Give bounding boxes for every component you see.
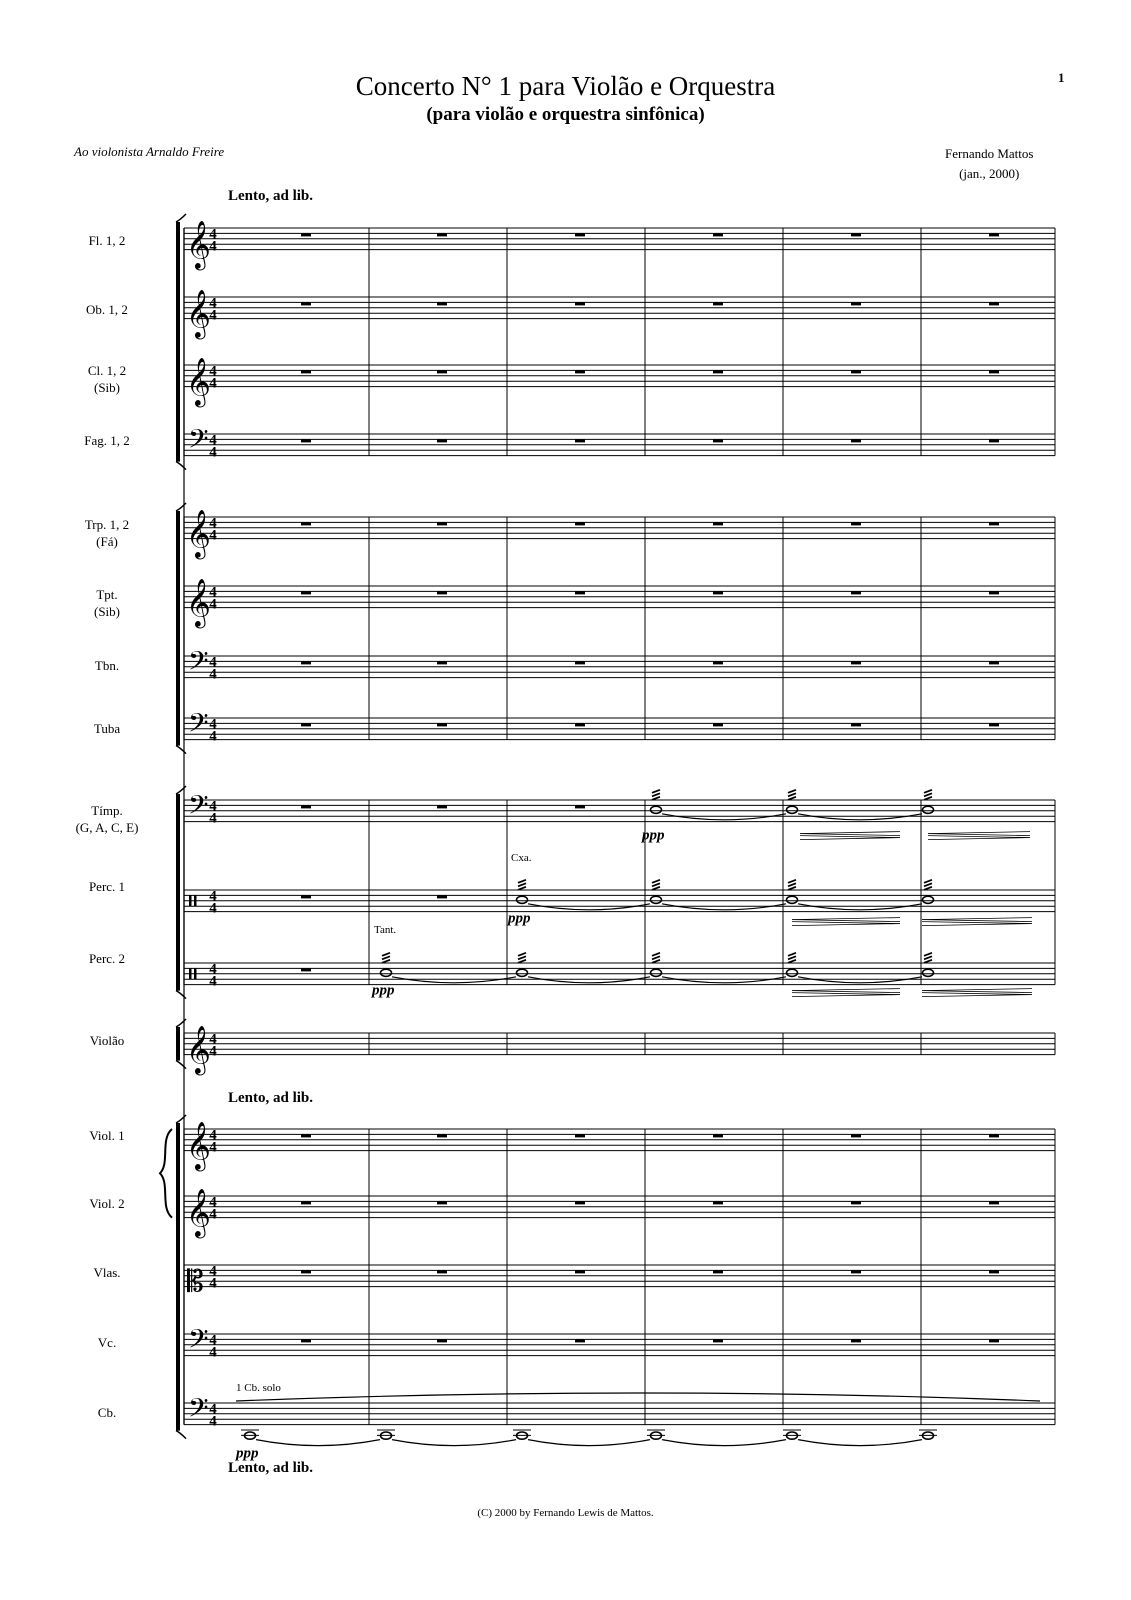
instrument-label-bassoon: Fag. 1, 2 (84, 433, 130, 448)
whole-rest (437, 302, 447, 305)
tie (662, 814, 786, 820)
tremolo-slash (788, 953, 796, 956)
decrescendo-hairpin (792, 924, 900, 926)
time-signature-denominator: 4 (209, 527, 217, 544)
whole-rest (437, 805, 447, 808)
crescendo-hairpin (792, 918, 900, 920)
whole-rest (437, 661, 447, 664)
time-signature-numerator: 4 (209, 1401, 217, 1418)
time-signature-denominator: 4 (209, 900, 217, 917)
tempo-marking-strings: Lento, ad lib. (228, 1090, 314, 1106)
whole-rest (713, 1201, 723, 1204)
percussion-clef-icon (194, 968, 197, 979)
tie (528, 977, 650, 983)
whole-rest (851, 1134, 861, 1137)
treble-clef-icon: 𝄞 (186, 577, 211, 627)
decrescendo-hairpin (922, 995, 1032, 997)
whole-note (923, 896, 934, 903)
crescendo-hairpin (792, 991, 900, 993)
time-signature-numerator: 4 (209, 1194, 217, 1211)
time-signature-denominator: 4 (209, 596, 217, 613)
decrescendo-hairpin (922, 924, 1032, 926)
whole-rest (575, 1339, 585, 1342)
tie (662, 904, 786, 910)
time-signature-denominator: 4 (209, 728, 217, 745)
bass-clef-icon: 𝄢 (188, 645, 209, 684)
time-signature-denominator: 4 (209, 444, 217, 461)
whole-rest (713, 1134, 723, 1137)
composer-name: Fernando Mattos (945, 146, 1034, 161)
whole-rest (575, 723, 585, 726)
whole-note (787, 969, 798, 976)
instrument-label-guitar: Violão (89, 1033, 125, 1048)
instrument-label-oboe: Ob. 1, 2 (86, 302, 128, 317)
time-signature-numerator: 4 (209, 1031, 217, 1048)
time-signature-denominator: 4 (209, 1139, 217, 1156)
tremolo-slash (924, 956, 932, 959)
whole-rest (713, 302, 723, 305)
bass-clef-icon: 𝄢 (188, 423, 209, 462)
tremolo-slash (924, 887, 932, 890)
whole-rest (851, 522, 861, 525)
whole-rest (301, 302, 311, 305)
decrescendo-hairpin (800, 838, 900, 840)
treble-clef-icon: 𝄞 (186, 356, 211, 406)
time-signature-numerator: 4 (209, 515, 217, 532)
time-signature-numerator: 4 (209, 363, 217, 380)
whole-rest (437, 895, 447, 898)
treble-clef-icon: 𝄞 (186, 1024, 211, 1074)
whole-rest (989, 370, 999, 373)
whole-rest (575, 233, 585, 236)
tie (798, 904, 922, 910)
time-signature-denominator: 4 (209, 238, 217, 255)
whole-rest (989, 1339, 999, 1342)
whole-rest (301, 233, 311, 236)
tie (528, 1440, 650, 1446)
whole-rest (301, 1201, 311, 1204)
crescendo-hairpin (922, 989, 1032, 991)
instrument-label-trombone: Tbn. (94, 658, 120, 673)
whole-rest (437, 522, 447, 525)
whole-note (381, 969, 392, 976)
crescendo-hairpin (792, 989, 900, 991)
percussion-clef-icon (189, 895, 192, 906)
dynamic-ppp: ppp (508, 910, 531, 927)
dynamic-ppp: ppp (642, 827, 665, 844)
alto-clef-icon: 𝄡 (187, 1264, 204, 1300)
time-signature-numerator: 4 (209, 1263, 217, 1280)
tremolo-slash (924, 797, 932, 800)
whole-note (923, 969, 934, 976)
time-signature-numerator: 4 (209, 654, 217, 671)
tremolo-slash (382, 953, 390, 956)
instrument-label-timpani: Tímp. (G, A, C, E) (75, 803, 139, 835)
bracket-hook-bottom (176, 1431, 186, 1439)
tant-annotation: Tant. (374, 924, 397, 936)
tie (392, 1440, 516, 1446)
whole-rest (713, 522, 723, 525)
time-signature-denominator: 4 (209, 1043, 217, 1060)
whole-rest (437, 1339, 447, 1342)
whole-rest (713, 439, 723, 442)
crescendo-hairpin (800, 834, 900, 836)
tie (798, 1440, 922, 1446)
tie (662, 977, 786, 983)
time-signature-numerator: 4 (209, 1127, 217, 1144)
crescendo-hairpin (928, 834, 1030, 836)
tremolo-slash (518, 956, 526, 959)
tremolo-slash (518, 960, 526, 963)
treble-clef-icon: 𝄞 (186, 219, 211, 269)
tremolo-slash (924, 953, 932, 956)
tremolo-slash (518, 880, 526, 883)
whole-rest (989, 1134, 999, 1137)
tie (256, 1440, 380, 1446)
tremolo-slash (788, 887, 796, 890)
whole-rest (575, 591, 585, 594)
score-subtitle: (para violão e orquestra sinfônica) (426, 104, 705, 125)
whole-rest (301, 661, 311, 664)
whole-rest (575, 805, 585, 808)
decrescendo-hairpin (928, 838, 1030, 840)
decrescendo-hairpin (928, 836, 1030, 838)
crescendo-hairpin (922, 991, 1032, 993)
time-signature-numerator: 4 (209, 432, 217, 449)
bass-clef-icon: 𝄢 (188, 707, 209, 746)
whole-note (517, 969, 528, 976)
tremolo-slash (924, 883, 932, 886)
violin-brace (160, 1129, 172, 1218)
crescendo-hairpin (800, 832, 900, 834)
whole-rest (851, 370, 861, 373)
dedication: Ao violonista Arnaldo Freire (74, 144, 225, 159)
tremolo-slash (788, 797, 796, 800)
whole-rest (301, 591, 311, 594)
tie (798, 977, 922, 983)
instrument-label-violin2: Viol. 2 (89, 1196, 125, 1211)
time-signature-denominator: 4 (209, 1413, 217, 1430)
tremolo-slash (518, 953, 526, 956)
whole-rest (301, 968, 311, 971)
instrument-label-contrabass: Cb. (97, 1405, 117, 1420)
whole-note (651, 806, 662, 813)
percussion-clef-icon (194, 895, 197, 906)
whole-rest (301, 1134, 311, 1137)
bracket-hook-top (176, 214, 186, 222)
tie (392, 977, 516, 983)
whole-rest (989, 233, 999, 236)
tremolo-slash (788, 883, 796, 886)
tremolo-slash (652, 880, 660, 883)
tremolo-slash (788, 790, 796, 793)
whole-rest (575, 1134, 585, 1137)
whole-rest (575, 370, 585, 373)
whole-rest (713, 233, 723, 236)
time-signature-numerator: 4 (209, 961, 217, 978)
tremolo-slash (788, 793, 796, 796)
whole-rest (301, 370, 311, 373)
tremolo-slash (382, 960, 390, 963)
cxa-annotation: Cxa. (511, 852, 532, 864)
tremolo-slash (652, 793, 660, 796)
solo-slur (236, 1393, 1040, 1401)
treble-clef-icon: 𝄞 (186, 288, 211, 338)
instrument-label-clarinet: Cl. 1, 2 (Sib) (87, 363, 127, 395)
copyright: (C) 2000 by Fernando Lewis de Mattos. (477, 1507, 654, 1519)
whole-rest (301, 1339, 311, 1342)
whole-rest (713, 661, 723, 664)
treble-clef-icon: 𝄞 (186, 1187, 211, 1237)
percussion-clef-icon (189, 968, 192, 979)
whole-rest (989, 522, 999, 525)
tremolo-slash (924, 880, 932, 883)
time-signature-denominator: 4 (209, 666, 217, 683)
time-signature-numerator: 4 (209, 798, 217, 815)
whole-rest (713, 370, 723, 373)
whole-note (651, 896, 662, 903)
tremolo-slash (652, 887, 660, 890)
whole-rest (713, 1339, 723, 1342)
whole-rest (575, 439, 585, 442)
instrument-label-horn: Trp. 1, 2 (Fá) (84, 517, 130, 549)
bass-clef-icon: 𝄢 (188, 1323, 209, 1362)
whole-rest (575, 661, 585, 664)
dynamic-ppp: ppp (236, 1445, 259, 1462)
whole-rest (301, 522, 311, 525)
whole-note (787, 896, 798, 903)
whole-rest (851, 1201, 861, 1204)
whole-rest (437, 370, 447, 373)
tremolo-slash (652, 960, 660, 963)
tremolo-slash (518, 883, 526, 886)
decrescendo-hairpin (792, 995, 900, 997)
whole-rest (989, 302, 999, 305)
time-signature-numerator: 4 (209, 888, 217, 905)
tie (798, 814, 922, 820)
score-title: Concerto N° 1 para Violão e Orquestra (355, 71, 776, 101)
whole-rest (989, 1270, 999, 1273)
whole-rest (851, 661, 861, 664)
composition-date: (jan., 2000) (959, 166, 1020, 181)
tremolo-slash (788, 956, 796, 959)
crescendo-hairpin (792, 920, 900, 922)
time-signature-denominator: 4 (209, 375, 217, 392)
whole-rest (575, 1270, 585, 1273)
whole-rest (713, 723, 723, 726)
whole-rest (437, 591, 447, 594)
whole-rest (851, 1339, 861, 1342)
tremolo-slash (652, 953, 660, 956)
decrescendo-hairpin (792, 993, 900, 995)
whole-rest (437, 1270, 447, 1273)
decrescendo-hairpin (792, 922, 900, 924)
time-signature-numerator: 4 (209, 584, 217, 601)
whole-rest (989, 723, 999, 726)
tremolo-slash (652, 956, 660, 959)
tremolo-slash (788, 960, 796, 963)
tremolo-slash (518, 887, 526, 890)
whole-rest (301, 723, 311, 726)
whole-rest (851, 1270, 861, 1273)
tie (662, 1440, 786, 1446)
whole-rest (989, 591, 999, 594)
tremolo-slash (382, 956, 390, 959)
tempo-marking-top: Lento, ad lib. (228, 188, 314, 204)
whole-rest (851, 233, 861, 236)
instrument-label-perc2: Perc. 2 (88, 951, 126, 966)
tie (528, 904, 650, 910)
time-signature-numerator: 4 (209, 295, 217, 312)
time-signature-numerator: 4 (209, 226, 217, 243)
whole-rest (437, 439, 447, 442)
instrument-label-flute: Fl. 1, 2 (88, 233, 126, 248)
time-signature-denominator: 4 (209, 1344, 217, 1361)
whole-rest (851, 439, 861, 442)
instrument-label-violin1: Viol. 1 (89, 1128, 125, 1143)
whole-rest (575, 522, 585, 525)
whole-rest (301, 1270, 311, 1273)
whole-rest (301, 895, 311, 898)
whole-rest (989, 1201, 999, 1204)
whole-rest (575, 1201, 585, 1204)
crescendo-hairpin (922, 918, 1032, 920)
instrument-label-violas: Vlas. (93, 1265, 121, 1280)
time-signature-numerator: 4 (209, 1332, 217, 1349)
crescendo-hairpin (928, 832, 1030, 834)
time-signature-denominator: 4 (209, 810, 217, 827)
tremolo-slash (924, 960, 932, 963)
whole-note (787, 806, 798, 813)
bass-clef-icon: 𝄢 (188, 1392, 209, 1431)
time-signature-denominator: 4 (209, 1275, 217, 1292)
decrescendo-hairpin (800, 836, 900, 838)
tremolo-slash (652, 790, 660, 793)
instrument-label-tuba: Tuba (93, 721, 121, 736)
cb-solo-annotation: 1 Cb. solo (236, 1382, 281, 1394)
whole-rest (437, 1201, 447, 1204)
whole-rest (301, 805, 311, 808)
tremolo-slash (924, 790, 932, 793)
tremolo-slash (652, 883, 660, 886)
whole-rest (989, 661, 999, 664)
dynamic-ppp: ppp (372, 982, 395, 999)
whole-rest (301, 439, 311, 442)
treble-clef-icon: 𝄞 (186, 1120, 211, 1170)
whole-rest (851, 591, 861, 594)
time-signature-numerator: 4 (209, 716, 217, 733)
treble-clef-icon: 𝄞 (186, 508, 211, 558)
whole-rest (713, 1270, 723, 1273)
whole-rest (989, 439, 999, 442)
decrescendo-hairpin (922, 922, 1032, 924)
page-number: 1 (1058, 70, 1065, 85)
whole-rest (437, 233, 447, 236)
crescendo-hairpin (922, 920, 1032, 922)
whole-note (651, 969, 662, 976)
instrument-label-cello: Vc. (97, 1335, 117, 1350)
decrescendo-hairpin (922, 993, 1032, 995)
tremolo-slash (924, 793, 932, 796)
whole-note (517, 896, 528, 903)
time-signature-denominator: 4 (209, 973, 217, 990)
whole-rest (851, 723, 861, 726)
bass-clef-icon: 𝄢 (188, 789, 209, 828)
whole-rest (851, 302, 861, 305)
instrument-label-trumpet: Tpt. (Sib) (94, 587, 120, 619)
whole-rest (437, 1134, 447, 1137)
instrument-label-perc1: Perc. 1 (88, 879, 126, 894)
whole-rest (713, 591, 723, 594)
whole-rest (437, 723, 447, 726)
time-signature-denominator: 4 (209, 307, 217, 324)
tempo-marking-bottom: Lento, ad lib. (228, 1460, 314, 1476)
whole-note (923, 806, 934, 813)
tremolo-slash (652, 797, 660, 800)
tremolo-slash (788, 880, 796, 883)
whole-rest (575, 302, 585, 305)
time-signature-denominator: 4 (209, 1206, 217, 1223)
